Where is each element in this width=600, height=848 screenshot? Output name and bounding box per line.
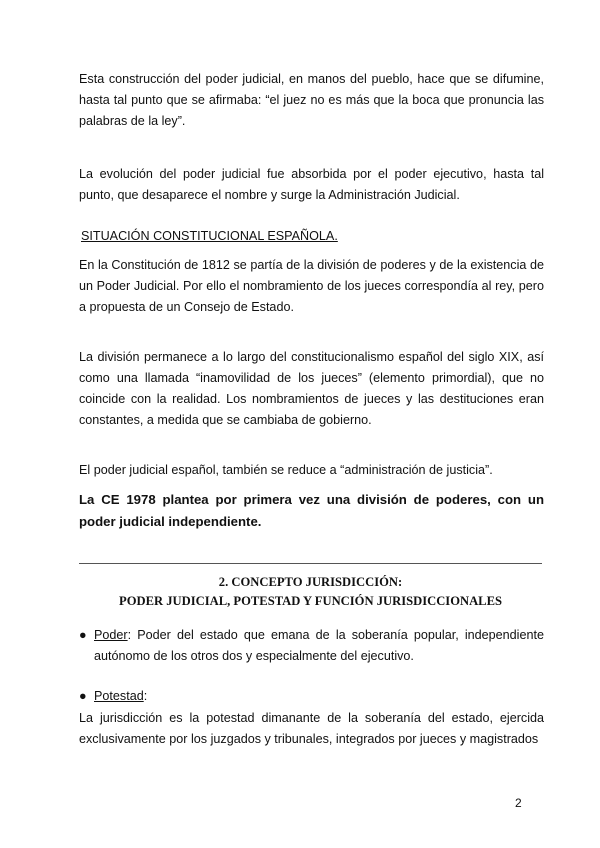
paragraph-difumine: Esta construcción del poder judicial, en manos del pueblo, hace que se difumine, hasta tal punto que se afirmaba: “el juez no es más que la boca que pronuncia las palabras de la ley”. [79,72,544,128]
bullet-poder-term: Poder [94,628,128,642]
bullet-potestad [79,686,544,707]
bullet-dot-icon: ● [79,689,87,703]
section-title-line2: PODER JUDICIAL, POTESTAD Y FUNCIÓN JURISDICCIONALES [119,594,502,608]
paragraph-division-permanece: La división permanece a lo largo del constitucionalismo español del siglo XIX, así como una llamada “inamovilidad de los jueces” (elemento primordial), que no coincide con la realidad. Los nombramientos de jueces y las destituciones eran constantes, a medida que se cambiaba de gobierno. [79,350,544,427]
paragraph-evolucion: La evolución del poder judicial fue absorbida por el poder ejecutivo, hasta tal punto, que desaparece el nombre y surge la Administración Judicial. [79,167,544,202]
page-number: 2 [515,796,522,810]
paragraph-constitucion-1812: En la Constitución de 1812 se partía de la división de poderes y de la existencia de un Poder Judicial. Por ello el nombramiento de los jueces correspondía al rey, pero a propuesta de un Consejo de Estado. [79,258,544,314]
heading-situacion-constitucional: SITUACIÓN CONSTITUCIONAL ESPAÑOLA. [81,229,338,243]
section-divider [79,563,542,564]
section-title [79,573,542,611]
paragraph-ce-1978: La CE 1978 plantea por primera vez una división de poderes, con un poder judicial independiente. [79,492,544,529]
bullet-poder [79,625,544,667]
bullet-poder-text: : Poder del estado que emana de la soberanía popular, independiente autónomo de los otros dos y especialmente del ejecutivo. [94,628,544,663]
paragraph-jurisdiccion: La jurisdicción es la potestad dimanante de la soberanía del estado, ejercida exclusivamente por los juzgados y tribunales, integrados por jueces y magistrados [79,711,544,746]
bullet-dot-icon: ● [79,628,87,642]
bullet-potestad-term: Potestad [94,689,144,703]
section-title-line1: 2. CONCEPTO JURISDICCIÓN: [218,575,403,589]
bullet-potestad-colon: : [143,689,148,703]
paragraph-administracion-justicia: El poder judicial español, también se reduce a “administración de justicia”. [79,463,493,477]
